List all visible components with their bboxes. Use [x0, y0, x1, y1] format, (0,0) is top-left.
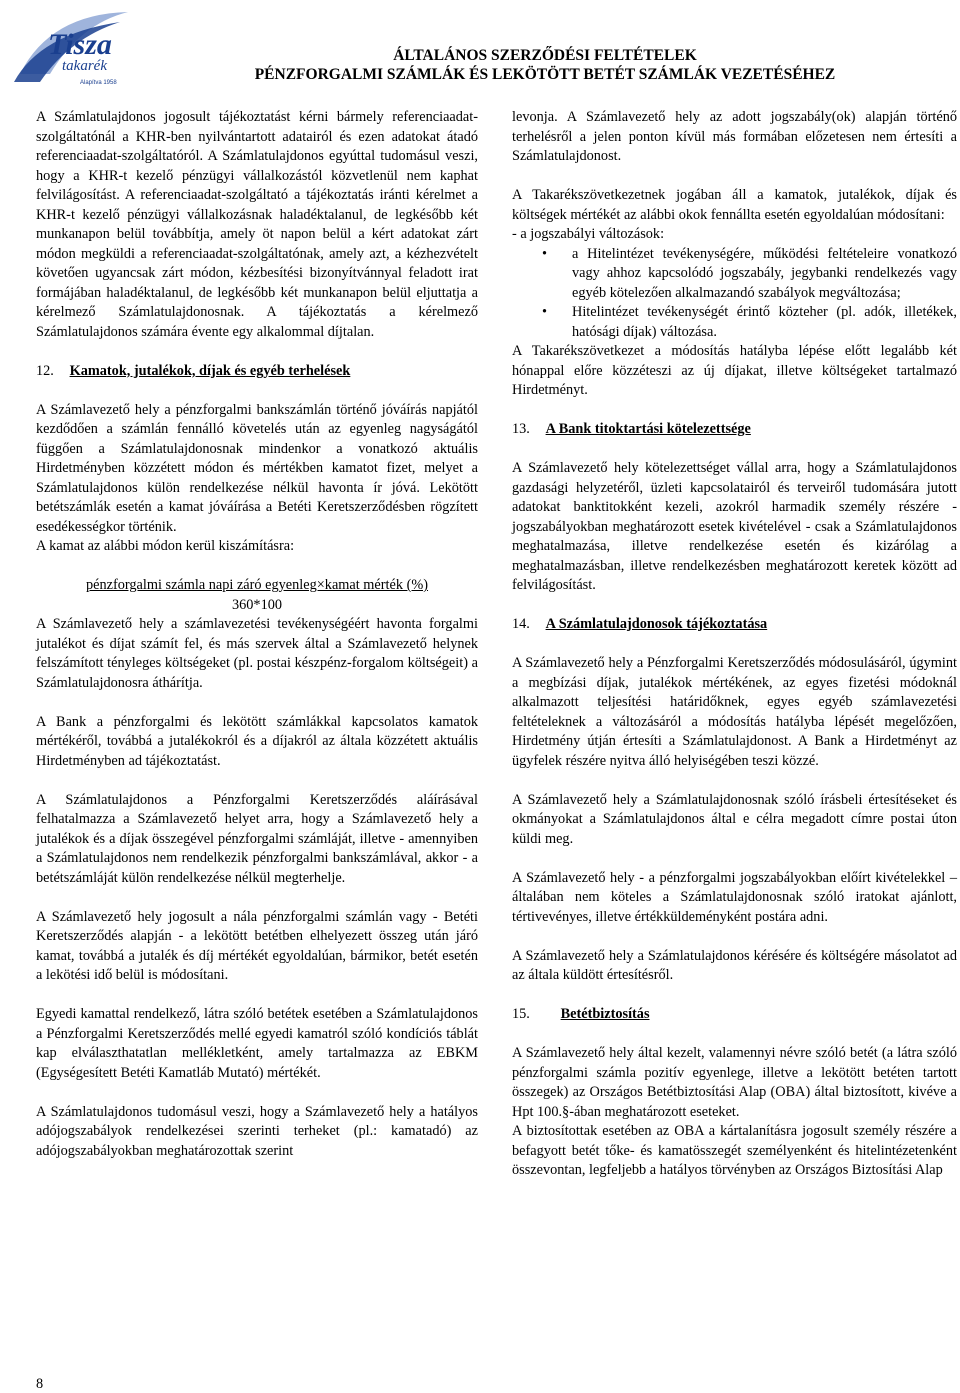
section-13-heading [512, 420, 957, 440]
section-number: 14. [512, 616, 530, 632]
bullet-item [512, 245, 957, 304]
paragraph: A Számlatulajdonos a Pénzforgalmi Keretszerződés aláírásával felhatalmazza a Számlavezető helyet arra, hogy a Számlavezető hely a jutalékok és a díjak összegével pénzforgalmi számláját, illetve - amennyiben a Számlatulajdonos nem rendelkezik pénzforgalmi bankszámlával, akkor - a betétszámláját külön rendelkezése nélkül megterhelje. [36, 791, 478, 886]
section-14-heading [512, 615, 957, 635]
section-title: A Számlatulajdonosok tájékoztatása [545, 616, 768, 632]
paragraph: Egyedi kamattal rendelkező, látra szóló betétek esetében a Számlatulajdonos a Pénzforgalmi Keretszerződés mellé egyedi kamatról szóló kondíciós táblát kap elválaszthatatlan mellékletként, amely tartalmazza az EBKM (Egységesített Betéti Kamatláb Mutató) mértékét. [36, 1006, 478, 1081]
paragraph: A Takarékszövetkezet a módosítás hatályba lépése előtt legalább két hónappal előre közzéteszi az új díjakat, illetve költségeket tartalmazó Hirdetményt. [512, 343, 957, 398]
paragraph: levonja. A Számlavezető hely az adott jogszabály(ok) alapján történő terhelésről a jelen ponton kívül más formában előzetesen nem értesíti a Számlatulajdonost. [512, 109, 957, 164]
paragraph: A Számlatulajdonos tudomásul veszi, hogy a Számlavezető hely a hatályos adójogszabályok rendelkezései szerinti terheket (pl.: kamatadó) az adójogszabályokban meghatározottak szerint [36, 1103, 478, 1159]
bullet-item [512, 303, 957, 342]
section-number: 12. [36, 362, 54, 379]
paragraph: A Számlavezető hely a pénzforgalmi bankszámlán történő jóváírás napjától kezdődően a számlán fennálló követelés után az egyenleg nagyságától függően a Számlatulajdonosnak mindenkor a vonatkozó aktuális Hirdetményben közzétett módon és mértékben kamatot fizet, melyet a Számlatulajdonos külön rendelkezése nélkül havonta ír jóvá. Lekötött betétszámlák esetén a kamat jóváírása a Betéti Keretszerződésben rögzített esedékességkor történik. [36, 401, 478, 535]
left-column [36, 108, 478, 1161]
paragraph: A Számlatulajdonos jogosult tájékoztatást kérni bármely referenciaadat-szolgáltatónál a KHR-ben nyilvántartott adatairól és ezen adatokat átadó referenciaadat-szolgáltatóról. A Számlatulajdonos egyúttal tudomásul veszi, hogy a KHR-t kezelő pénzügyi vállalkozástól közvetlenül nem kaphat felvilágosítást. A referenciaadat-szolgáltató a tájékoztatás iránti kérelmet a KHR-t kezelő pénzügyi vállalkozásnak haladéktalanul, de legkésőbb két munkanapon belül továbbítja, amely öt napon belül a kért adatokat zárt módon megküldi a referenciaadat-szolgáltatónak, amely azt, a kézhezvételt követően ugyancsak zárt módon, kézbesítési bizonyítvánnyal feladott irat formájában haladéktalanul, de legkésőbb két munkanapon belül eljuttatja a kérelmező Számlatulajdonosnak. A tájékoztatás a kérelmező Számlatulajdonos számára évente egy alkalommal díjtalan. [36, 109, 478, 340]
paragraph: A Számlavezető hely a Pénzforgalmi Keretszerződés módosulásáról, úgymint a megbízási díjak, jutalékok mértékének, az egyes fizetési módoknál alkalmazott teljesítési határidőknek, egyes egyéb számlavezetési feltételeknek a változásáról a módosítás hatályba lépését megelőzően, Hirdetmény útján értesíti a Számlatulajdonost. A Bank a Hirdetményt az ügyfelek részére nyitva álló helyiségében teszi közzé. [512, 655, 957, 769]
section-number: 13. [512, 421, 530, 437]
paragraph: A kamat az alábbi módon kerül kiszámításra: [36, 538, 295, 554]
paragraph: A Számlavezető hely kötelezettséget vállal arra, hogy a Számlatulajdonos gazdasági helyzetéről, üzleti kapcsolatairól és terveiről tudomására jutott adatokat banktitokként kezeli, azokról harmadik személy részére - jogszabályokban meghatározott esetek kivételével - csak a Számlatulajdonos meghatalmazása, illetve rendelkezése esetén és kizárólag a meghatalmazásban, illetve rendelkezésben meghatározott keretek között ad felvilágosítást. [512, 460, 957, 593]
paragraph: A Számlavezető hely a Számlatulajdonosnak szóló írásbeli értesítéseket és okmányokat a Számlatulajdonos által e célra megadott címre postai úton küldi meg. [512, 791, 957, 847]
paragraph: - a jogszabályi változások: [512, 226, 665, 242]
section-title: Betétbiztosítás [560, 1006, 650, 1022]
section-15-heading [512, 1005, 957, 1025]
section-number: 15. [512, 1006, 530, 1022]
section-title: A Bank titoktartási kötelezettsége [545, 421, 751, 437]
page-number: 8 [36, 1376, 44, 1392]
paragraph: A Számlavezető hely jogosult a nála pénzforgalmi számlán vagy - Betéti Keretszerződés alapján - a lekötött betétben elhelyezett összeg után járó kamat, továbbá a jutalék és díj mértékét egyoldalúan, bármikor, betét esetén a lekötési idő belül is módosítani. [36, 908, 478, 983]
bullet-text: Hitelintézet tevékenységét érintő közteher (pl. adók, illetékek, hatósági díjak) változása. [572, 304, 957, 340]
paragraph: A Számlavezető hely által kezelt, valamennyi névre szóló betét (a látra szóló pénzforgalmi számla pozitív egyenlege, illetve a lekötött betéten tartott összegek) az Országos Betétbiztosítási Alap (OBA) által biztosított, kivéve a Hpt 100.§-ában meghatározott eseteket. [512, 1045, 957, 1120]
logo-title: Tisza [48, 28, 112, 61]
paragraph: A Számlavezető hely a Számlatulajdonos kérésére és költségére másolatot ad az általa küldött értesítésről. [512, 947, 957, 983]
section-12-heading [36, 362, 478, 382]
logo-subtitle: takarék [62, 58, 107, 74]
paragraph: A Bank a pénzforgalmi és lekötött számlákkal kapcsolatos kamatok mértékéről, továbbá a jutalékokról és a díjakról az általa közzétett aktuális Hirdetményben ad tájékoztatást. [36, 713, 478, 769]
paragraph: A Számlavezető hely a számlavezetési tevékenységéért havonta forgalmi jutalékot és díjat számít fel, és más szervek által a Számlavezető helynek felszámított tényleges költségeket (pl. postai készpénz-forgalom költségeit) a Számlatulajdonosra áthárítja. [36, 616, 478, 691]
paragraph: A Takarékszövetkezetnek jogában áll a kamatok, jutalékok, díjak és költségek mértékét az alábbi okok fennállta esetén egyoldalúan módosítani: [512, 187, 957, 223]
right-column [512, 108, 957, 1181]
header-line-1: ÁLTALÁNOS SZERZŐDÉSI FELTÉTELEK [393, 47, 697, 64]
formula-numerator-text: pénzforgalmi számla napi záró egyenleg×kamat mérték (%) [85, 577, 429, 593]
bullet-text: a Hitelintézet tevékenységére, működési feltételeire vonatkozó vagy ahhoz kapcsolódó jogszabály, jegybanki rendelkezés vagy egyéb kötelezően alkalmazandó szabályok megváltozása; [572, 245, 957, 301]
section-title: Kamatok, jutalékok, díjak és egyéb terhelések [69, 362, 351, 379]
bullet-icon: • [542, 245, 548, 262]
bullet-icon: • [542, 304, 548, 320]
formula-denominator: 360*100 [231, 596, 283, 613]
logo-founded: Alapítva 1958 [80, 80, 117, 86]
tisza-takarek-logo [10, 4, 135, 90]
document-header [150, 46, 940, 84]
header-line-2: PÉNZFORGALMI SZÁMLÁK ÉS LEKÖTÖTT BETÉT SZÁMLÁK VEZETÉSÉHEZ [254, 66, 836, 83]
paragraph: A Számlavezető hely - a pénzforgalmi jogszabályokban előírt kivételekkel – általában nem köteles a Számlatulajdonosnak szóló iratokat ajánlott, tértivevényes, illetve értékküldeményként postára adni. [512, 869, 957, 925]
paragraph: A biztosítottak esetében az OBA a kártalanításra jogosult személy részére a befagyott betét tőke- és kamatösszegét személyenként és hitelintézetenként összevontan, legfeljebb a hatályos törvényben az Országos Biztosítási Alap [512, 1123, 957, 1178]
formula-numerator [36, 576, 478, 596]
